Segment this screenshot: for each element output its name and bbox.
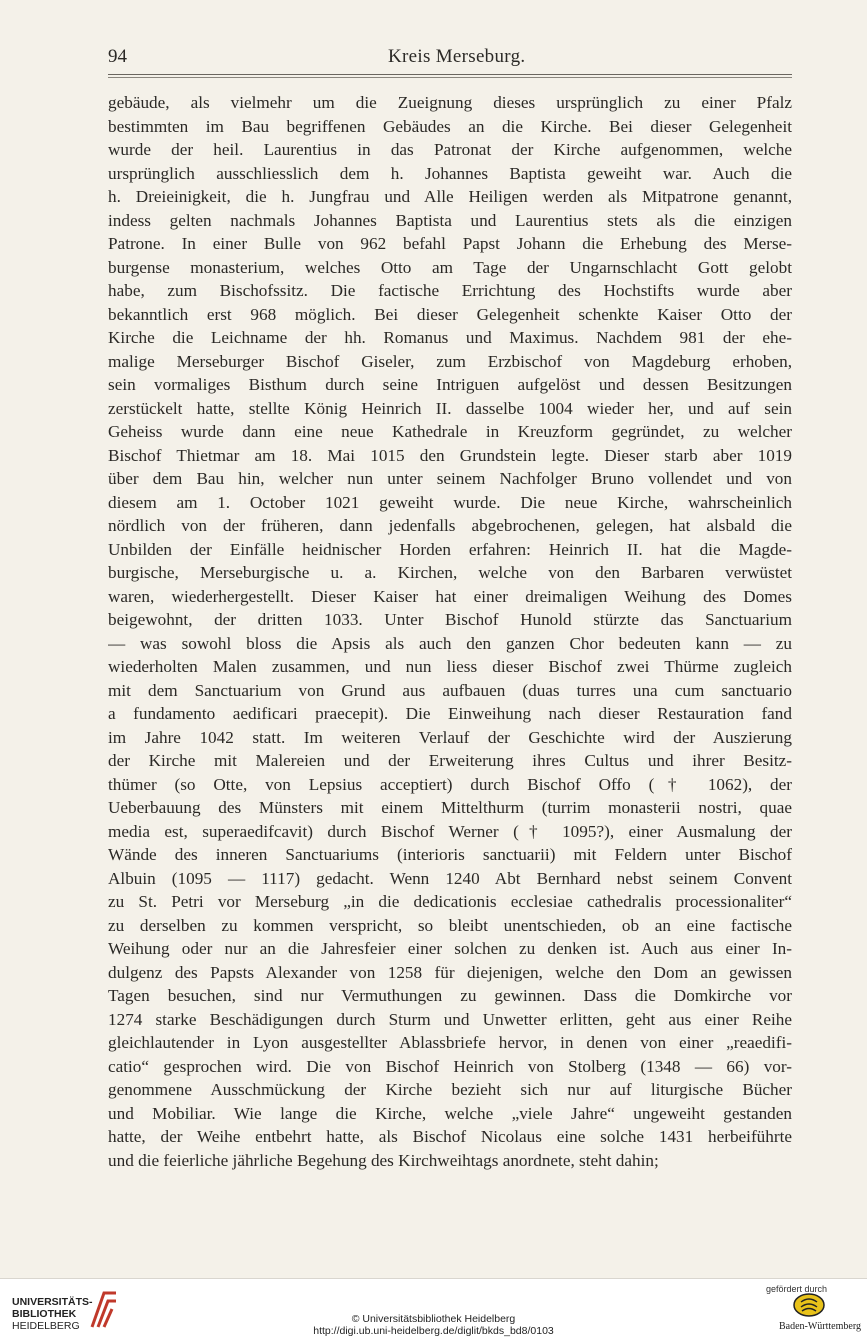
digitization-footer — [0, 1278, 867, 1338]
text-line: Kirche die Leichname der hh. Romanus und Maximus. Nachdem 981 der ehe- — [108, 328, 792, 347]
text-line: Bischof Thietmar am 18. Mai 1015 den Grundstein legte. Dieser starb aber 1019 — [108, 445, 792, 465]
text-line: mit dem Sanctuarium von Grund aus aufbauen (duas turres una cum sanctuario — [108, 680, 792, 700]
text-line: indess gelten nachmals Johannes Baptista und Laurentius stets als die einzigen — [108, 210, 792, 230]
text-line: Unbilden der Einfälle heidnischer Horden erfahren: Heinrich II. hat die Magde- — [108, 539, 792, 559]
text-line: hatte, der Weihe entbehrt hatte, als Bischof Nicolaus eine solche 1431 herbeiführte — [108, 1127, 792, 1146]
header-rule-secondary — [108, 77, 792, 78]
state-crest-icon — [791, 1292, 827, 1318]
library-name-line: HEIDELBERG — [12, 1320, 80, 1332]
text-line: der Kirche mit Malereien und der Erweiterung ihres Cultus und ihrer Besitz- — [108, 751, 792, 770]
text-line: burgense monasterium, welches Otto am Tage der Ungarnschlacht Gott gelobt — [108, 257, 792, 277]
body-text — [108, 91, 792, 1172]
text-line: burgische, Merseburgische u. a. Kirchen, welche von den Barbaren verwüstet — [108, 563, 792, 582]
text-line: gebäude, als vielmehr um die Zueignung dieses ursprünglich zu einer Pfalz — [108, 93, 792, 112]
text-line: zu St. Petri vor Merseburg „in die dedicationis ecclesiae cathedralis processionaliter“ — [108, 892, 792, 911]
text-line: habe, zum Bischofssitz. Die factische Errichtung des Hochstifts wurde aber — [108, 281, 792, 300]
page-number: 94 — [108, 46, 127, 67]
text-line: thümer (so Otte, von Lepsius acceptiert) durch Bischof Offo († 1062), der — [108, 774, 792, 794]
page-header — [108, 40, 792, 72]
text-line: Tagen besuchen, sind nur Vermuthungen zu gewinnen. Dass die Domkirche vor — [108, 986, 792, 1005]
text-line: gleichlautender in Lyon ausgestellter Ablassbriefe hervor, in denen von einer „reaedifi- — [108, 1033, 792, 1052]
library-name-line: BIBLIOTHEK — [12, 1308, 77, 1320]
library-name-line: UNIVERSITÄTS- — [12, 1296, 93, 1308]
text-line: Geheiss wurde dann eine neue Kathedrale in Kreuzform gegründet, zu welcher — [108, 422, 792, 441]
document-url-link[interactable]: http://digi.ub.uni-heidelberg.de/diglit/bkds_bd8/0103 — [313, 1325, 554, 1337]
text-line: dulgenz des Papsts Alexander von 1258 für diejenigen, welche den Dom an gewissen — [108, 962, 792, 982]
text-line: zu derselben zu kommen verspricht, so bleibt unentschieden, ob an eine factische — [108, 915, 792, 935]
text-line: — was sowohl bloss die Apsis als auch den ganzen Chor bedeuten kann — zu — [108, 633, 792, 653]
text-line: ursprünglich ausschliesslich dem h. Johannes Baptista geweiht war. Auch die — [108, 163, 792, 183]
text-line: Albuin (1095 — 1117) gedacht. Wenn 1240 Abt Bernhard nebst seinem Convent — [108, 868, 792, 888]
text-line: und Mobiliar. Wie lange die Kirche, welche „viele Jahre“ ungeweiht gestanden — [108, 1103, 792, 1123]
text-line: bestimmten im Bau begriffenen Gebäudes an die Kirche. Bei dieser Gelegenheit — [108, 116, 792, 136]
text-line: Patrone. In einer Bulle von 962 befahl Papst Johann die Erhebung des Merse- — [108, 234, 792, 253]
header-rule — [108, 74, 792, 75]
text-line: catio“ gesprochen wird. Die von Bischof Heinrich von Stolberg (1348 — 66) vor- — [108, 1056, 792, 1076]
text-line: sein vormaliges Bisthum durch seine Intriguen aufgelöst und dessen Besitzungen — [108, 375, 792, 394]
text-line: wurde der heil. Laurentius in das Patronat der Kirche aufgenommen, welche — [108, 140, 792, 159]
text-line: bekanntlich erst 968 möglich. Bei dieser Gelegenheit schenkte Kaiser Otto der — [108, 304, 792, 324]
text-line: diesem am 1. October 1021 geweiht wurde. Die neue Kirche, wahrscheinlich — [108, 492, 792, 512]
text-line: beigewohnt, der dritten 1033. Unter Bischof Hunold stürzte das Sanctuarium — [108, 610, 792, 629]
text-line: h. Dreieinigkeit, die h. Jungfrau und Alle Heiligen werden als Mitpatrone genannt, — [108, 187, 792, 206]
text-line: wiederholten Malen zusammen, und nun liess dieser Bischof zwei Thürme zugleich — [108, 657, 792, 676]
text-line: 1274 starke Beschädigungen durch Sturm und Unwetter erlitten, geht aus einer Reihe — [108, 1009, 792, 1029]
text-line: Ueberbauung des Münsters mit einem Mittelthurm (turrim monasterii nostri, quae — [108, 798, 792, 817]
text-line: genommene Ausschmückung der Kirche bezieht sich nur auf liturgische Bücher — [108, 1080, 792, 1099]
running-head: Kreis Merseburg. — [388, 46, 526, 67]
state-name: Baden-Württemberg — [778, 1321, 861, 1332]
text-line: media est, superaedifcavit) durch Bischof Werner († 1095?), einer Ausmalung der — [108, 821, 792, 841]
text-line: im Jahre 1042 statt. Im weiteren Verlauf der Geschichte wird der Auszierung — [108, 727, 792, 747]
text-line: nördlich von der früheren, dann jedenfalls abgebrochenen, gelegen, hat alsbald die — [108, 516, 792, 535]
text-line: über dem Bau hin, welcher nun unter seinem Nachfolger Bruno vollendet und von — [108, 469, 792, 488]
text-line: a fundamento aedificari praecepit). Die Einweihung nach dieser Restauration fand — [108, 704, 792, 723]
text-line: Wände des inneren Sanctuariums (interioris sanctuarii) mit Feldern unter Bischof — [108, 845, 792, 864]
copyright-notice: © Universitätsbibliothek Heidelberg — [351, 1313, 516, 1325]
text-line: waren, wiederhergestellt. Dieser Kaiser hat einer dreimaligen Weihung des Domes — [108, 586, 792, 606]
text-line: malige Merseburger Bischof Giseler, zum Erzbischof von Magdeburg erhoben, — [108, 351, 792, 371]
funded-by-label: gefördert durch — [765, 1284, 827, 1294]
text-line: zerstückelt hatte, stellte König Heinrich II. dasselbe 1004 wieder her, und auf sein — [108, 398, 792, 418]
text-line: Weihung oder nur an die Jahresfeier einer solchen zu denken ist. Auch aus einer In- — [108, 939, 792, 958]
text-line: und die feierliche jährliche Begehung des Kirchweihtags anordnete, steht dahin; — [108, 1150, 659, 1170]
